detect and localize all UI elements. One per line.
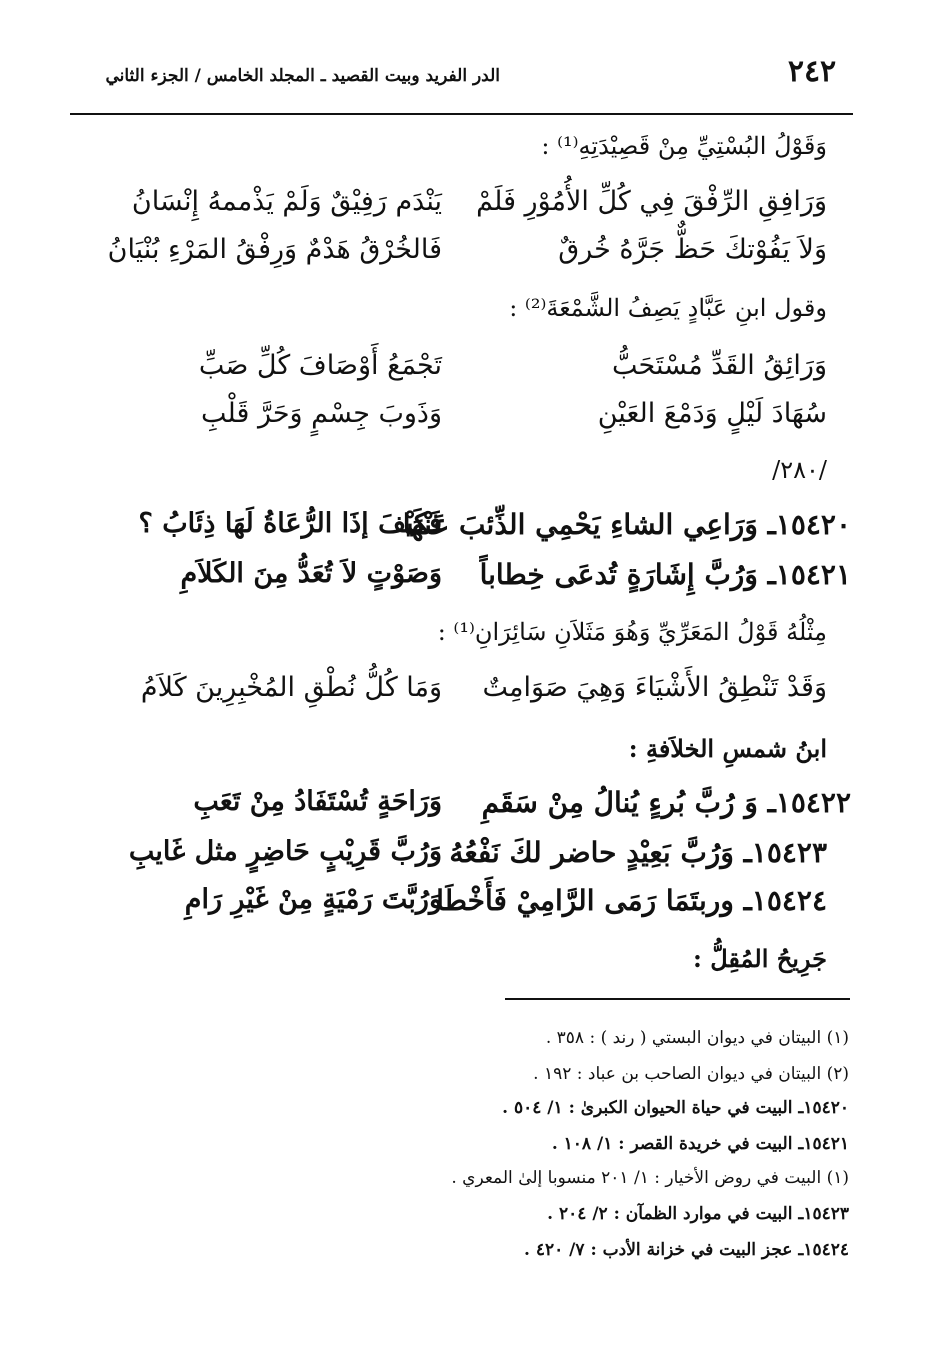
footnote-15421: ١٥٤٢١ـ البيت في خريدة القصر : ١/ ١٠٨ .	[551, 1134, 849, 1154]
verse-4-second-hemistich: وَذَوبَ جِسْمٍ وَحَرَّ قَلْبِ	[201, 398, 442, 429]
intro-ibn-abbad: وقول ابنِ عَبَّادٍ يَصِفُ الشَّمْعَةَ⁽²⁾ :	[509, 294, 827, 322]
verse-15421-first-hemistich: ١٥٤٢١ـ وَرُبَّ إِشَارَةٍ تُدعَى خِطاباً	[479, 558, 851, 591]
verse-7-second-hemistich: وَمَا كُلُّ نُطْقِ المُخْبِرِينَ كَلاَمُ	[140, 672, 442, 703]
verse-15420-first-hemistich: ١٥٤٢٠ـ وَرَاعِي الشاءِ يَحْمِي الذِّئبَ عَنْهَا	[402, 508, 851, 541]
intro-busti: وَقَوْلُ البُسْتِيِّ مِنْ قَصِيْدَتِهِ⁽¹⁾ :	[541, 132, 827, 160]
running-title: الدر الفريد وبيت القصيد ـ المجلد الخامس / الجزء الثاني	[105, 66, 500, 86]
verse-3-first-hemistich: وَرَائِقُ القَدِّ مُسْتَحَبُّ	[612, 350, 827, 381]
verse-15424-second-hemistich: وَرُبَّتَ رَمْيَةٍ مِنْ غَيْرِ رَامِ	[184, 884, 442, 915]
footnote-15420: ١٥٤٢٠ـ البيت في حياة الحيوان الكبرىٰ : ١/ ٥٠٤ .	[502, 1098, 849, 1118]
verse-15424-first-hemistich: ١٥٤٢٤ـ وربتَمَا رَمَى الرَّامِيْ فَأَخْطَا	[436, 884, 827, 917]
header-divider	[70, 113, 853, 115]
verse-1-first-hemistich: وَرَافِقِ الرِّفْقَ فِي كُلِّ الأُمُوْرِ فَلَمْ	[476, 186, 827, 217]
verse-15423-first-hemistich: ١٥٤٢٣ـ وَرُبَّ بَعِيْدٍ حاضر لكَ نَفْعُهُ	[449, 836, 827, 869]
intro-maarri: مِثْلُهُ قَوْلُ المَعَرِّيِّ وَهُوَ مَثَلاَنِ سَائِرَانِ⁽¹⁾ :	[437, 618, 827, 646]
verse-2-first-hemistich: وَلاَ يَفُوْتكَ حَظٌّ جَرَّهُ خُرقٌ	[558, 234, 827, 265]
verse-15422-first-hemistich: ١٥٤٢٢ـ وَ رُبَّ بُرءٍ يُنالُ مِنْ سَقَمِ	[481, 786, 851, 819]
verse-1-second-hemistich: يَنْدَم رَفِيْقٌ وَلَمْ يَذْممهُ إِنْسَانُ	[131, 186, 442, 217]
intro-ibn-shams: ابنُ شمسِ الخلاَفةِ :	[628, 734, 827, 763]
footnote-divider	[505, 998, 850, 1000]
verse-7-first-hemistich: وَقَدْ تَنْطِقُ الأَشْيَاءَ وَهِيَ صَوَامِتٌ	[482, 672, 827, 703]
verse-4-first-hemistich: سُهَادَ لَيْلٍ وَدَمْعَ العَيْنِ	[597, 398, 827, 429]
footnote-15423: ١٥٤٢٣ـ البيت في موارد الظمآن : ٢/ ٢٠٤ .	[547, 1204, 849, 1224]
verse-15423-second-hemistich: وَرُبَّ قَرِيْبٍ حَاضِرٍ مثل غَايبِ	[128, 836, 442, 867]
page-number: ٢٤٢	[787, 54, 837, 89]
verse-15422-second-hemistich: وَرَاحَةٍ تُسْتَفَادُ مِنْ تَعَبِ	[193, 786, 442, 817]
footnote-maarri: (١) البيت في روض الأخيار : ١/ ٢٠١ منسوبا إلىٰ المعري .	[451, 1168, 849, 1188]
verse-15421-second-hemistich: وَصَوْتٍ لاَ تُعَدُّ مِنَ الكَلاَمِ	[180, 558, 442, 589]
intro-jarih: جَرِيحُ المُقِلُّ :	[693, 944, 827, 973]
footnote-2: (٢) البيتان في ديوان الصاحب بن عباد : ١٩٢ .	[533, 1064, 849, 1084]
manuscript-reference: /٢٨٠/	[772, 456, 827, 484]
verse-15420-second-hemistich: فَكَيْفَ إذَا الرُّعَاةُ لَهَا ذِئَابُ ؟	[138, 508, 442, 539]
verse-3-second-hemistich: تَجْمَعُ أَوْصَافَ كُلِّ صَبِّ	[198, 350, 442, 381]
verse-2-second-hemistich: فَالخُرْقُ هَدْمٌ وَرِفْقُ المَرْءِ بُنْيَانُ	[107, 234, 442, 265]
footnote-15424: ١٥٤٢٤ـ عجز البيت في خزانة الأدب : ٧/ ٤٢٠ .	[524, 1240, 849, 1260]
footnote-1: (١) البيتان في ديوان البستي ( رند ) : ٣٥٨ .	[545, 1028, 849, 1048]
